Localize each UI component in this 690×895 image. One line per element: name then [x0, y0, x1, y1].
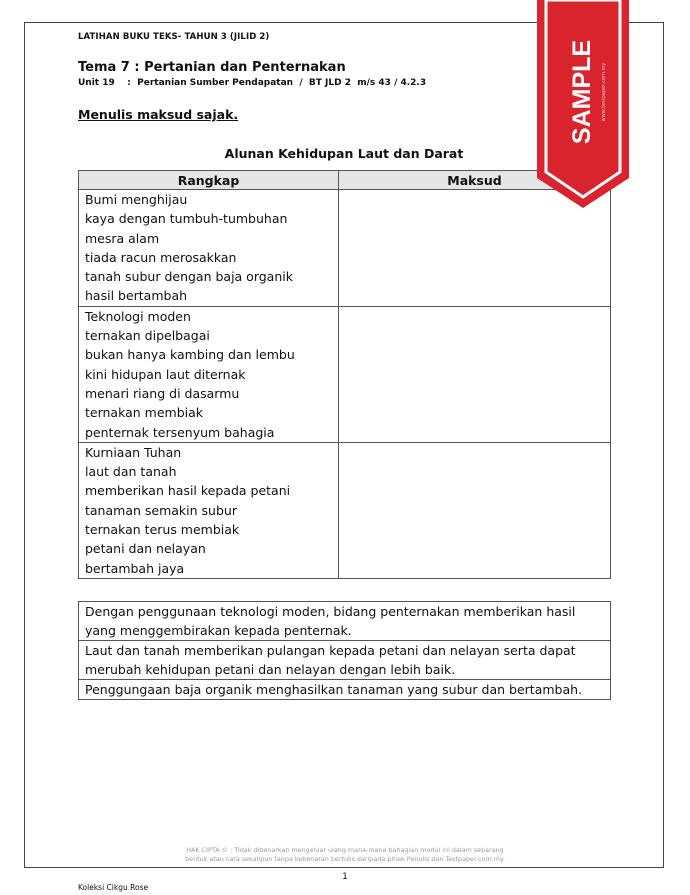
collection-note: Koleksi Cikgu Rose: [78, 883, 149, 892]
stanza-line: mesra alam: [85, 230, 160, 246]
answer-options-table: [78, 601, 611, 700]
stanza-line: memberikan hasil kepada petani: [85, 483, 291, 499]
stanza-line: menari riang di dasarmu: [85, 385, 240, 401]
answer-option[interactable]: Dengan penggunaan teknologi moden, bidang penternakan memberikan hasil yang menggembirakan kepada penternak.: [79, 602, 611, 641]
stanza-line: hasil bertambah: [85, 288, 188, 304]
stanza-line: Teknologi moden: [85, 308, 191, 324]
meaning-cell[interactable]: [339, 442, 611, 578]
sample-watermark-ribbon: [537, 0, 629, 210]
meaning-cell[interactable]: [339, 306, 611, 442]
stanza-line: kaya dengan tumbuh-tumbuhan: [85, 211, 288, 227]
answer-option[interactable]: Laut dan tanah memberikan pulangan kepada petani dan nelayan serta dapat merubah kehidupan petani dan nelayan dengan lebih baik.: [79, 641, 611, 680]
column-header-rangkap: Rangkap: [79, 171, 339, 190]
answer-option-row[interactable]: [79, 602, 611, 641]
stanza-row: [79, 306, 611, 442]
instruction-heading: Menulis maksud sajak.: [78, 107, 239, 122]
stanza-line: tanaman semakin subur: [85, 502, 237, 518]
answer-option[interactable]: Penggungaan baja organik menghasilkan tanaman yang subur dan bertambah.: [79, 680, 611, 700]
sample-text: SAMPLE: [568, 39, 596, 145]
sample-subtext: www.testpaper.com.my: [601, 62, 607, 122]
stanza-cell: [79, 306, 339, 442]
unit-line: Unit 19 : Pertanian Sumber Pendapatan / BT JLD 2 m/s 43 / 4.2.3: [78, 78, 427, 88]
worksheet-header: LATIHAN BUKU TEKS- TAHUN 3 (JILID 2): [78, 32, 270, 42]
page-number: 1: [342, 872, 348, 882]
stanza-line: penternak tersenyum bahagia: [85, 424, 275, 440]
stanza-line: tiada racun merosakkan: [85, 249, 237, 265]
stanza-line: tanah subur dengan baja organik: [85, 269, 293, 285]
stanza-line: Kurniaan Tuhan: [85, 444, 182, 460]
copyright-line: HAK CIPTA © : Tidak dibenarkan mengeluar ulang mana-mana bahagian modul ini dalam sebarang: [186, 846, 504, 854]
stanza-cell: [79, 442, 339, 578]
column-header-maksud: Maksud: [339, 171, 611, 190]
answer-option-row[interactable]: [79, 680, 611, 700]
stanza-line: kini hidupan laut diternak: [85, 366, 246, 382]
stanza-line: bertambah jaya: [85, 560, 185, 576]
stanza-line: petani dan nelayan: [85, 541, 206, 557]
stanza-line: ternakan terus membiak: [85, 522, 240, 538]
copyright-notice: [120, 846, 570, 863]
copyright-line: bentuk atau cara sekalipun tanpa kebenaran bertulis daripada pihak Penulis dan Testpaper.com.my.: [185, 854, 505, 863]
stanza-line: laut dan tanah: [85, 464, 177, 480]
stanza-row: [79, 190, 611, 307]
stanza-line: ternakan membiak: [85, 405, 204, 421]
stanza-line: ternakan dipelbagai: [85, 328, 210, 344]
stanza-line: Bumi menghijau: [85, 192, 188, 207]
stanza-line: bukan hanya kambing dan lembu: [85, 347, 295, 363]
answer-option-row[interactable]: [79, 641, 611, 680]
poem-table-header-row: [79, 171, 611, 190]
poem-table: [78, 170, 611, 579]
stanza-row: [79, 442, 611, 578]
poem-title: Alunan Kehidupan Laut dan Darat: [224, 146, 464, 161]
stanza-cell: [79, 190, 339, 307]
theme-title: Tema 7 : Pertanian dan Penternakan: [78, 60, 346, 75]
